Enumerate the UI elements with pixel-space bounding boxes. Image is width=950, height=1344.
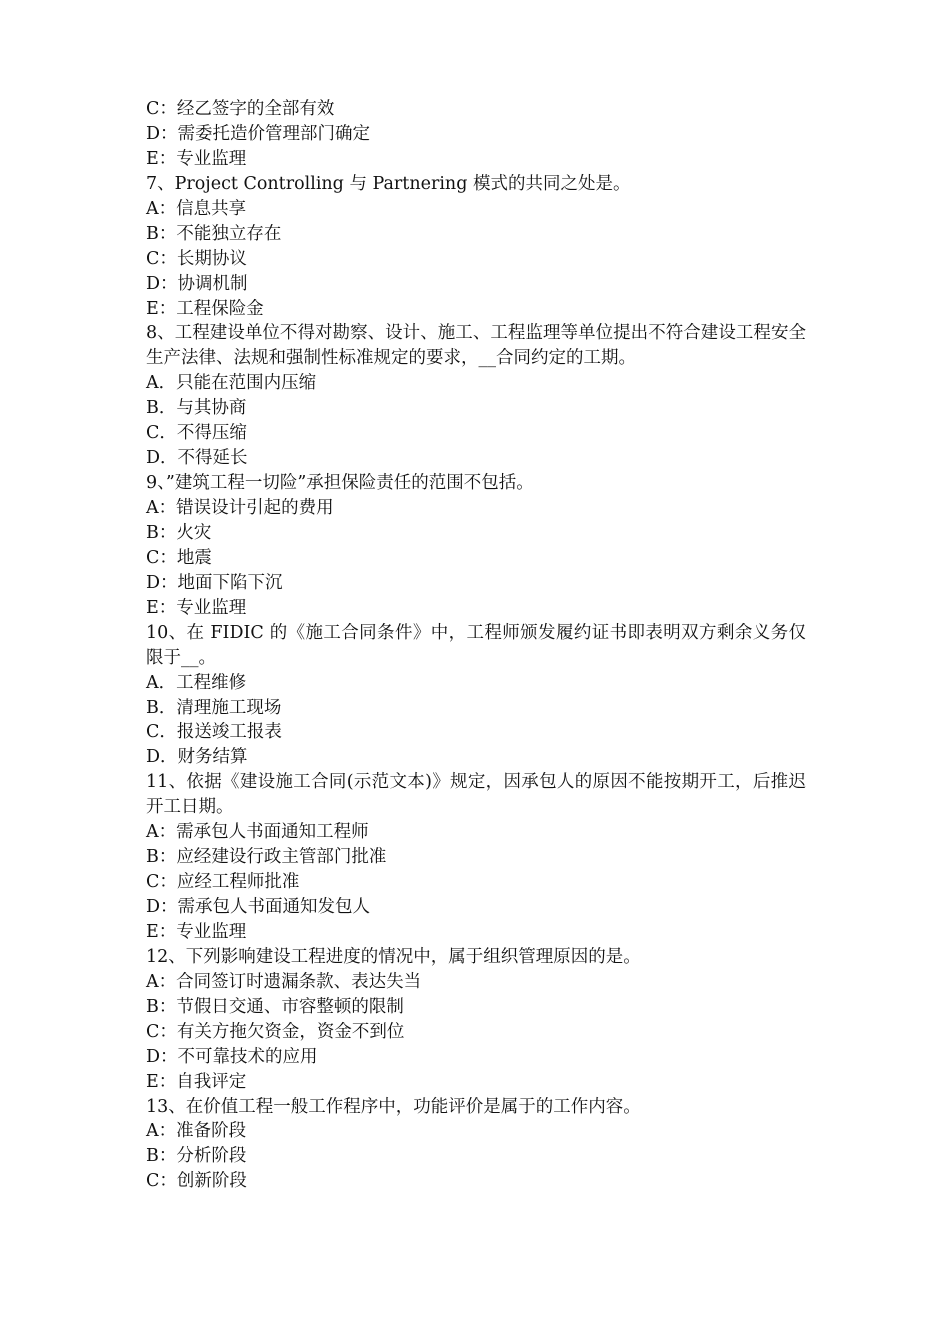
option-line: C：长期协议	[146, 248, 247, 269]
option-line: D：需承包人书面通知发包人	[146, 897, 371, 918]
option-line: B．清理施工现场	[146, 697, 282, 718]
question-13: 13、在价值工程一般工作程序中，功能评价是属于的工作内容。	[146, 1096, 641, 1117]
option-line: A：合同签订时遗漏条款、表达失当	[146, 971, 422, 992]
option-line: B：应经建设行政主管部门批准	[146, 847, 387, 868]
question-10: 10、在 FIDIC 的《施工合同条件》中，工程师颁发履约证书即表明双方剩余义务仅限于__。	[146, 622, 806, 668]
option-line: C：地震	[146, 547, 212, 568]
option-line: C：经乙签字的全部有效	[146, 99, 335, 119]
option-line: A．工程维修	[146, 672, 247, 693]
question-9: 9、”建筑工程一切险”承担保险责任的范围不包括。	[146, 473, 534, 494]
option-line: D：协调机制	[146, 273, 248, 294]
question-7: 7、Project Controlling 与 Partnering 模式的共同之处是。	[146, 173, 631, 194]
option-line: C：应经工程师批准	[146, 872, 300, 893]
option-line: E：专业监理	[146, 148, 247, 169]
option-line: D．财务结算	[146, 747, 248, 768]
option-line: E：专业监理	[146, 597, 247, 618]
option-line: B：不能独立存在	[146, 223, 282, 244]
question-8: 8、工程建设单位不得对勘察、设计、施工、工程监理等单位提出不符合建设工程安全生产法律、法规和强制性标准规定的要求，__合同约定的工期。	[146, 323, 806, 369]
option-line: D：不可靠技术的应用	[146, 1046, 318, 1067]
option-line: A：错误设计引起的费用	[146, 498, 334, 519]
option-line: E：工程保险金	[146, 298, 264, 319]
option-line: D：地面下陷下沉	[146, 572, 283, 593]
option-line: A：准备阶段	[146, 1121, 247, 1142]
option-line: A：信息共享	[146, 198, 247, 219]
option-line: B：分析阶段	[146, 1146, 247, 1167]
option-line: A：需承包人书面通知工程师	[146, 822, 369, 843]
question-11: 11、依据《建设施工合同(示范文本)》规定，因承包人的原因不能按期开工，后推迟开工日期。	[146, 772, 806, 818]
question-12: 12、下列影响建设工程进度的情况中，属于组织管理原因的是。	[146, 946, 641, 967]
option-line: C．不得压缩	[146, 423, 247, 444]
option-line: C：有关方拖欠资金，资金不到位	[146, 1021, 405, 1042]
option-line: E：自我评定	[146, 1071, 247, 1092]
option-line: B：节假日交通、市容整顿的限制	[146, 996, 404, 1017]
option-line: D．不得延长	[146, 448, 248, 469]
option-line: A．只能在范围内压缩	[146, 373, 317, 394]
option-line: E：专业监理	[146, 921, 247, 942]
document-page	[146, 97, 806, 1194]
option-line: D：需委托造价管理部门确定	[146, 123, 371, 144]
option-line: B：火灾	[146, 522, 212, 543]
option-line: C：创新阶段	[146, 1171, 247, 1192]
option-line: C．报送竣工报表	[146, 722, 282, 743]
option-line: B．与其协商	[146, 398, 247, 419]
